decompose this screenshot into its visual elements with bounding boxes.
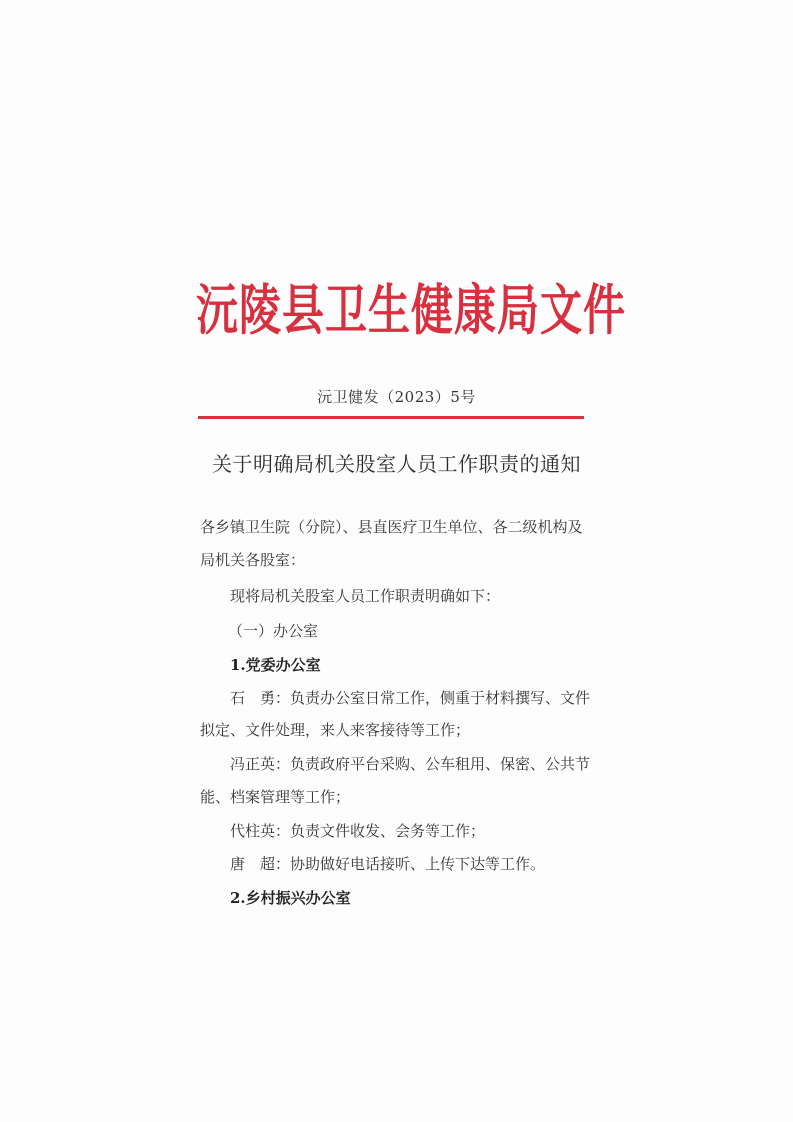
addressee-line-1: 各乡镇卫生院（分院）、县直医疗卫生单位、各二级机构及 <box>200 518 583 536</box>
intro-paragraph: 现将局机关股室人员工作职责明确如下： <box>230 587 501 605</box>
duty-feng-zhengying-line-1: 冯正英：负责政府平台采购、公车租用、保密、公共节 <box>230 755 591 773</box>
duty-shi-yong-line-1: 石 勇：负责办公室日常工作，侧重于材料撰写、文件 <box>230 689 591 707</box>
duty-shi-yong-line-2: 拟定、文件处理，来人来客接待等工作； <box>200 721 471 739</box>
document-number: 沅卫健发（2023）5号 <box>317 388 476 406</box>
duty-tang-chao: 唐 超：协助做好电话接听、上传下达等工作。 <box>230 855 546 873</box>
addressee-line-2: 局机关各股室： <box>200 551 306 569</box>
section-heading-office: （一）办公室 <box>228 622 319 640</box>
notice-title: 关于明确局机关股室人员工作职责的通知 <box>212 452 581 476</box>
subsection-heading-rural-revitalization: 2.乡村振兴办公室 <box>230 889 351 907</box>
duty-feng-zhengying-line-2: 能、档案管理等工作； <box>200 788 351 806</box>
issuing-authority-title: 沅陵县卫生健康局文件 <box>196 278 627 343</box>
duty-dai-zhuying: 代柱英：负责文件收发、会务等工作； <box>230 822 486 840</box>
red-divider-line <box>198 416 584 419</box>
subsection-heading-party-office: 1.党委办公室 <box>230 656 321 674</box>
